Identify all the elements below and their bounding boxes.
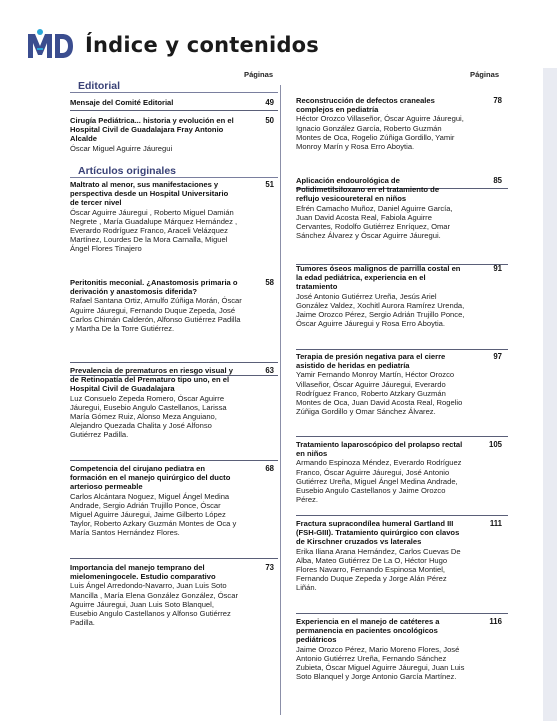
entry-authors: Óscar Aguirre Jáuregui , Roberto Miguel Damián Negrete , María Guadalupe Márquez Hernández , Everardo Rodríguez Franco, Araceli Velázquez Martínez, Lourdes De la Mora Carnalla, Miguel Ángel Flores Tinajero	[70, 207, 238, 254]
section-originales	[70, 165, 278, 178]
toc-entry[interactable]	[70, 180, 278, 254]
entry-title: Importancia del manejo temprano del mielomeningocele. Estudio comparativo	[70, 563, 216, 582]
entry-page: 91	[493, 264, 502, 273]
entry-authors: Armando Espinoza Méndez, Everardo Rodríguez Franco, Óscar Aguirre Jáuregui, José Antonio Gutiérrez Ureña, Miguel Ángel Medina Andrade, Eusebio Angulo Castellanos y Jaime Orozco Pérez.	[296, 458, 462, 505]
page-title: Índice y contenidos	[85, 33, 320, 57]
entry-title: Cirugía Pediátrica... historia y evolución en el Hospital Civil de Guadalajara Fray Antonio Alcalde	[70, 116, 234, 144]
entry-authors: Luz Consuelo Zepeda Romero, Óscar Aguirre Jáuregui, Eusebio Angulo Castellanos, Larissa María Gómez Ruiz, Alonso Meza Anguiano, Alejandro Quezada Chalita y José Alfonso Gutiérrez Padilla.	[70, 393, 227, 440]
toc-entry[interactable]	[296, 96, 508, 151]
entry-page: 116	[489, 617, 502, 626]
entry-title: Terapia de presión negativa para el cierre asistido de heridas en pediatría	[296, 352, 446, 371]
entry-title: Tratamiento laparoscópico del prolapso rectal en niños	[296, 440, 463, 459]
entry-title: Tumores óseos malignos de parrilla costal en la edad pediátrica, experiencia en el tratamiento	[296, 264, 461, 292]
toc-entry[interactable]	[70, 563, 278, 627]
entry-page: 78	[493, 96, 502, 105]
toc-entry[interactable]	[296, 176, 508, 240]
entry-authors: Erika Iliana Arana Hernández, Carlos Cuevas De Alba, Mateo Gutiérrez De La O, Héctor Hugo Flores Navarro, Fernando Espinosa Montiel, Fernando Duque Zepeda y Jorge Alán Pérez Liñán.	[296, 546, 461, 593]
entry-authors: Carlos Alcántara Noguez, Miguel Ángel Medina Andrade, Sergio Adrián Trujillo Ponce, Óscar Miguel Aguirre Jáuregui, Jaime Gilberto López Taylor, Roberto Azkary Guzmán Montes de Oca y María Santos Hernández Flores.	[70, 491, 237, 538]
entry-authors: José Antonio Gutiérrez Ureña, Jesús Ariel González Valdez, Xochitl Aurora Ramírez Urenda, Jaime Orozco Pérez, Sergio Adrián Trujillo Ponce, Óscar Aguirre Jáuregui y Rosa Erro Aboytia.	[296, 291, 465, 329]
entry-divider	[70, 110, 278, 111]
entry-authors: Jaime Orozco Pérez, Mario Moreno Flores, José Antonio Gutiérrez Ureña, Fernando Sánchez Zubieta, Óscar Miguel Aguirre Jáuregui, Juan Luis Soto Blanquel y Jorge Antonio García Martínez.	[296, 644, 465, 682]
entry-divider	[296, 436, 508, 437]
entry-page: 97	[493, 352, 502, 361]
entry-title: Peritonitis meconial. ¿Anastomosis primaria o derivación y anastomosis diferida?	[70, 278, 238, 297]
entry-title: Mensaje del Comité Editorial	[70, 98, 174, 107]
entry-divider	[70, 460, 278, 461]
entry-page: 73	[265, 563, 274, 572]
entry-page: 105	[488, 440, 502, 449]
entry-authors: Yamir Fernando Monroy Martín, Héctor Orozco Villaseñor, Óscar Aguirre Jáuregui, Everardo Rodríguez Franco, Roberto Atzkary Guzmán Montes de Oca, Juan David Acosta Real, Rogelio Zúñiga Gordillo y Omar Sánchez Álvarez.	[296, 370, 463, 417]
side-band	[543, 68, 557, 721]
toc-entry[interactable]	[70, 278, 278, 333]
entry-page: 50	[265, 116, 274, 125]
header	[26, 28, 320, 64]
entry-page: 111	[489, 519, 502, 528]
entry-divider	[296, 349, 508, 350]
entry-authors: Efrén Camacho Muñoz, Daniel Aguirre García, Juan David Acosta Real, Fabiola Aguirre Cervantes, Rodolfo Gutiérrez Enríquez, Omar Sánchez Álvarez y Óscar Aguirre Jáuregui.	[296, 203, 453, 241]
toc-entry[interactable]	[70, 464, 278, 538]
toc-entry[interactable]	[70, 366, 278, 440]
section-title: Artículos originales	[78, 165, 177, 177]
pages-heading: Páginas	[244, 70, 274, 79]
entry-title: Experiencia en el manejo de catéteres a permanencia en pacientes oncológicos pediátricos	[296, 617, 440, 645]
entry-page: 68	[265, 464, 274, 473]
entry-title: Fractura supracondílea humeral Gartland III (FSH-GIII). Tratamiento quirúrgico con clavos de Kirschner cruzados vs laterales	[296, 519, 460, 547]
toc-entry[interactable]	[296, 617, 508, 681]
entry-divider	[296, 613, 508, 614]
pages-heading: Páginas	[470, 70, 500, 79]
toc-entry[interactable]	[296, 352, 508, 416]
section-title: Editorial	[78, 80, 121, 92]
entry-title: Aplicación endourológica de Polidimetilsiloxano en el tratamiento de reflujo vesicoureteral en niños	[296, 176, 440, 204]
entry-title: Prevalencia de prematuros en riesgo visual y de Retinopatía del Prematuro tipo uno, en el Hospital Civil de Guadalajara	[70, 366, 233, 394]
entry-divider	[296, 515, 508, 516]
entry-authors: Héctor Orozco Villaseñor, Óscar Aguirre Jáuregui, Ignacio González García, Roberto Guzmán Montes de Oca, Rogelio Zúñiga Gordillo, Yamir Monroy Marín y Rosa Erro Aboytia.	[296, 114, 464, 152]
toc-entry[interactable]	[296, 264, 508, 328]
entry-authors: Óscar Miguel Aguirre Jáuregui	[70, 143, 173, 153]
entry-authors: Rafael Santana Ortiz, Arnulfo Zúñiga Morán, Óscar Aguirre Jáuregui, Fernando Duque Zepeda, José Carlos Chimán Calderón, Alfonso Gutiérrez Padilla y Martha De la Torre Gutiérrez.	[70, 296, 242, 334]
toc-entry[interactable]	[70, 116, 278, 153]
entry-title: Reconstrucción de defectos craneales complejos en pediatría	[296, 96, 435, 115]
toc-entry[interactable]	[296, 440, 508, 504]
section-editorial	[70, 80, 278, 93]
entry-page: 58	[265, 278, 274, 287]
entry-page: 63	[265, 366, 274, 375]
toc-entry[interactable]	[70, 98, 278, 107]
entry-divider	[70, 362, 278, 363]
entry-divider	[70, 558, 278, 559]
toc-entry[interactable]	[296, 519, 508, 593]
entry-page: 85	[493, 176, 502, 185]
entry-authors: Luis Ángel Arredondo-Navarro, Juan Luis Soto Mancilla , María Elena González González, Óscar Aguirre Jáuregui, Juan Luis Soto Blanquel, Eusebio Angulo Castellanos y Alfonso Gutiérrez Padilla.	[70, 581, 238, 628]
entry-page: 51	[265, 180, 274, 189]
md-logo-icon	[26, 28, 74, 62]
column-divider	[280, 85, 281, 715]
entry-title: Competencia del cirujano pediatra en formación en el manejo quirúrgico del ducto arterioso permeable	[70, 464, 231, 492]
entry-page: 49	[265, 98, 274, 107]
entry-title: Maltrato al menor, sus manifestaciones y perspectiva desde un Hospital Universitario de tercer nivel	[70, 180, 229, 208]
